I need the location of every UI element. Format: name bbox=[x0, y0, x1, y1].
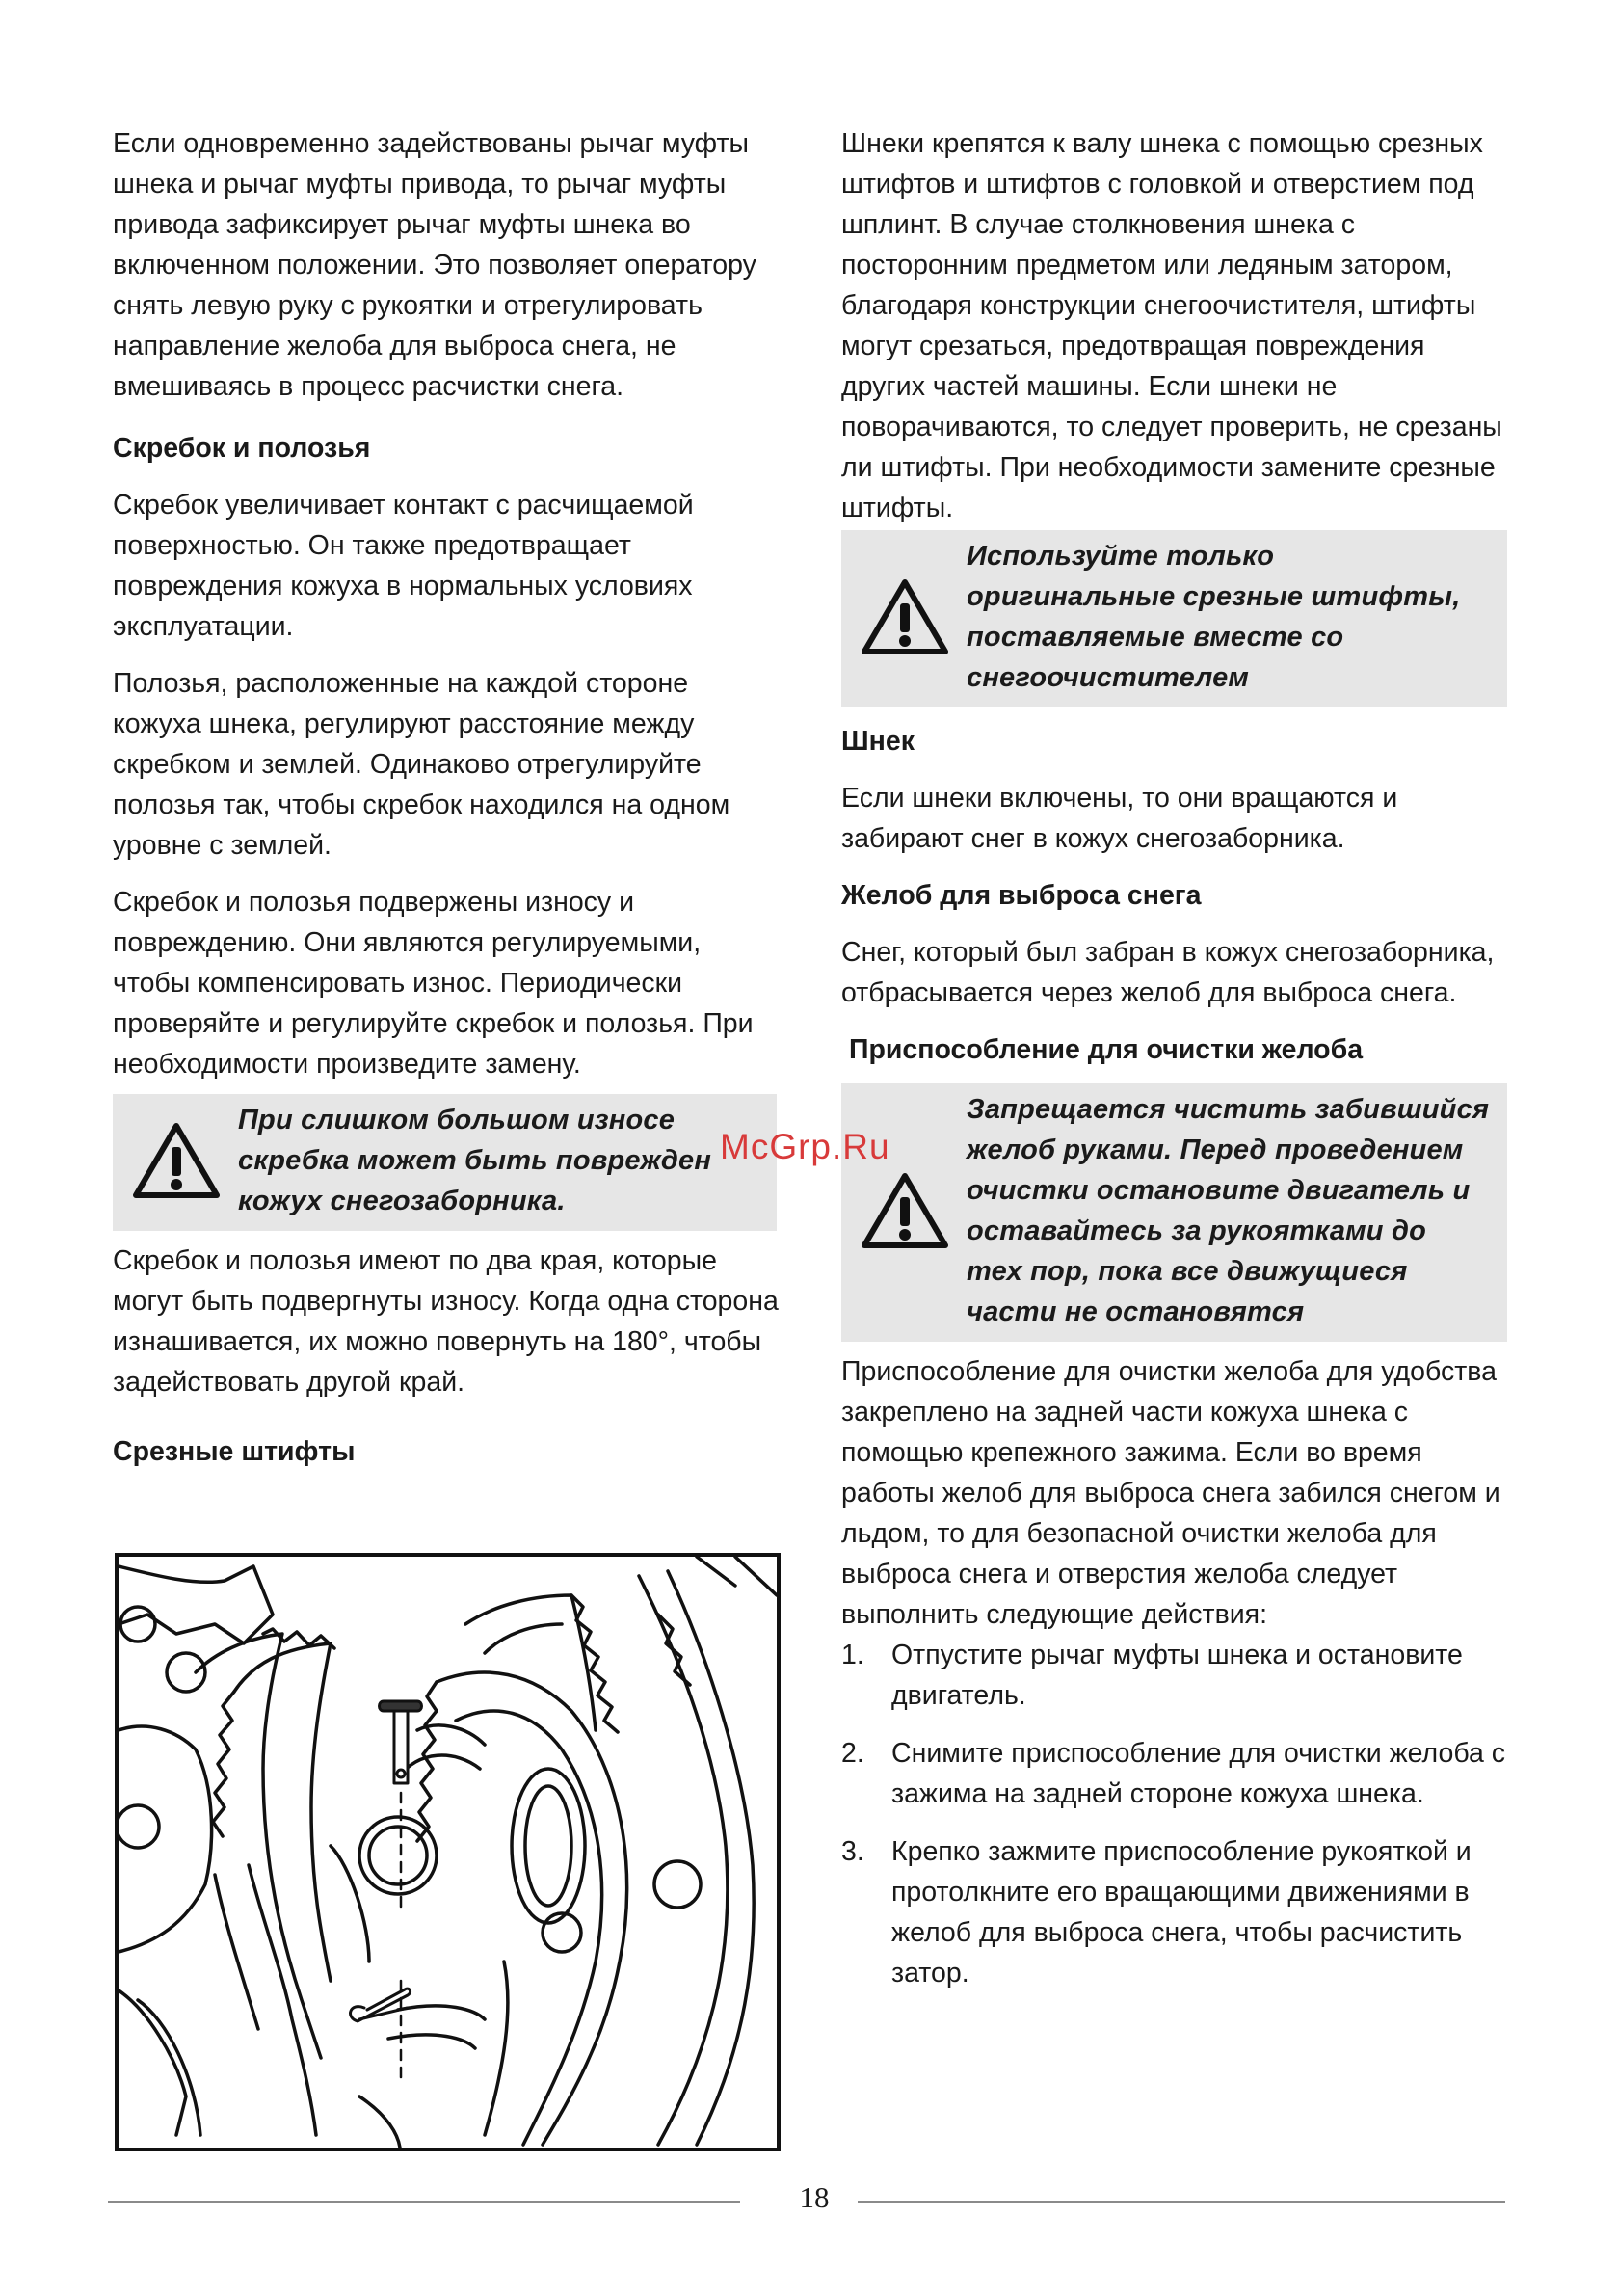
list-item bbox=[841, 1733, 1511, 1814]
warning-triangle-icon bbox=[859, 577, 951, 656]
paragraph: Если шнеки включены, то они вращаются и забирают снег в кожух снегозаборника. bbox=[841, 783, 1398, 854]
section-heading-cleaning-tool: Приспособление для очистки желоба bbox=[849, 1034, 1364, 1065]
right-column bbox=[841, 123, 1511, 2011]
paragraph: Если одновременно задействованы рычаг муфты шнека и рычаг муфты привода, то рычаг муфты привода зафиксирует рычаг муфты шнека во включенном положении. Это позволяет оператору снять левую руку с рукоятки и отрегулировать направление желоба для выброса снега, не вмешиваясь в процесс расчистки снега. bbox=[113, 128, 756, 402]
warning-triangle-icon bbox=[130, 1121, 223, 1200]
watermark: McGrp.Ru bbox=[720, 1127, 890, 1166]
section-heading-auger: Шнек bbox=[841, 726, 915, 757]
footer-rule-left bbox=[108, 2201, 740, 2203]
paragraph: Снег, который был забран в кожух снегозаборника, отбрасывается через желоб для выброса снега. bbox=[841, 937, 1495, 1008]
paragraph: Скребок увеличивает контакт с расчищаемой поверхностью. Он также предотвращает повреждения кожуха в нормальных условиях эксплуатации. bbox=[113, 490, 694, 642]
warning-box bbox=[841, 1083, 1507, 1342]
paragraph: Приспособление для очистки желоба для удобства закреплено на задней части кожуха шнека с помощью крепежного зажима. Если во время работы желоб для выброса снега забился снегом и льдом, то для безопасной очистки желоба для выброса снега и отверстия желоба следует выполнить следующие действия: bbox=[841, 1356, 1500, 1630]
footer-rule-right bbox=[858, 2201, 1505, 2203]
list-item bbox=[841, 1635, 1511, 1716]
list-item-text: Отпустите рычаг муфты шнека и остановите двигатель. bbox=[891, 1640, 1463, 1711]
warning-box bbox=[113, 1094, 777, 1231]
warning-text: Запрещается чистить забившийся желоб руками. Перед проведением очистки остановите двигатель и оставайтесь за рукоятками до тех пор, пока все движущиеся части не остановятся bbox=[967, 1094, 1490, 1327]
paragraph: Скребок и полозья имеют по два края, которые могут быть подвергнуты износу. Когда одна сторона изнашивается, их можно повернуть на 180°, чтобы задействовать другой край. bbox=[113, 1245, 779, 1398]
page-number: 18 bbox=[799, 2180, 830, 2214]
paragraph: Полозья, расположенные на каждой стороне кожуха шнека, регулируют расстояние между скребком и землей. Одинаково отрегулируйте полозья так, чтобы скребок находился на одном уровне с землей. bbox=[113, 668, 730, 861]
left-column bbox=[113, 123, 782, 1472]
warning-text: При слишком большом износе скребка может быть поврежден кожух снегозаборника. bbox=[238, 1105, 712, 1216]
paragraph: Скребок и полозья подвержены износу и повреждению. Они являются регулируемыми, чтобы компенсировать износ. Периодически проверяйте и регулируйте скребок и полозья. При необходимости произведите замену. bbox=[113, 887, 754, 1080]
cleaning-steps-list bbox=[841, 1635, 1511, 1993]
warning-box bbox=[841, 530, 1507, 707]
list-item-number: 3. bbox=[841, 1836, 864, 1867]
list-item-text: Снимите приспособление для очистки желоба с зажима на задней стороне кожуха шнека. bbox=[891, 1738, 1506, 1809]
shear-pin-illustration bbox=[115, 1553, 781, 2151]
list-item-number: 1. bbox=[841, 1640, 864, 1670]
list-item bbox=[841, 1831, 1511, 1993]
list-item-text: Крепко зажмите приспособление рукояткой и протолкните его вращающими движениями в желоб для выброса снега, чтобы расчистить затор. bbox=[891, 1836, 1472, 1989]
warning-text: Используйте только оригинальные срезные штифты, поставляемые вместе со снегоочистителем bbox=[967, 541, 1461, 693]
section-heading-scraper: Скребок и полозья bbox=[113, 433, 371, 464]
warning-triangle-icon bbox=[859, 1171, 951, 1250]
section-heading-chute: Желоб для выброса снега bbox=[841, 880, 1202, 911]
list-item-number: 2. bbox=[841, 1738, 864, 1769]
paragraph: Шнеки крепятся к валу шнека с помощью срезных штифтов и штифтов с головкой и отверстием под шплинт. В случае столкновения шнека с посторонним предметом или ледяным затором, благодаря конструкции снегоочистителя, штифты могут срезаться, предотвращая повреждения других частей машины. Если шнеки не поворачиваются, то следует проверить, не срезаны ли штифты. При необходимости замените срезные штифты. bbox=[841, 128, 1502, 523]
section-heading-shear-pins: Срезные штифты bbox=[113, 1436, 356, 1467]
